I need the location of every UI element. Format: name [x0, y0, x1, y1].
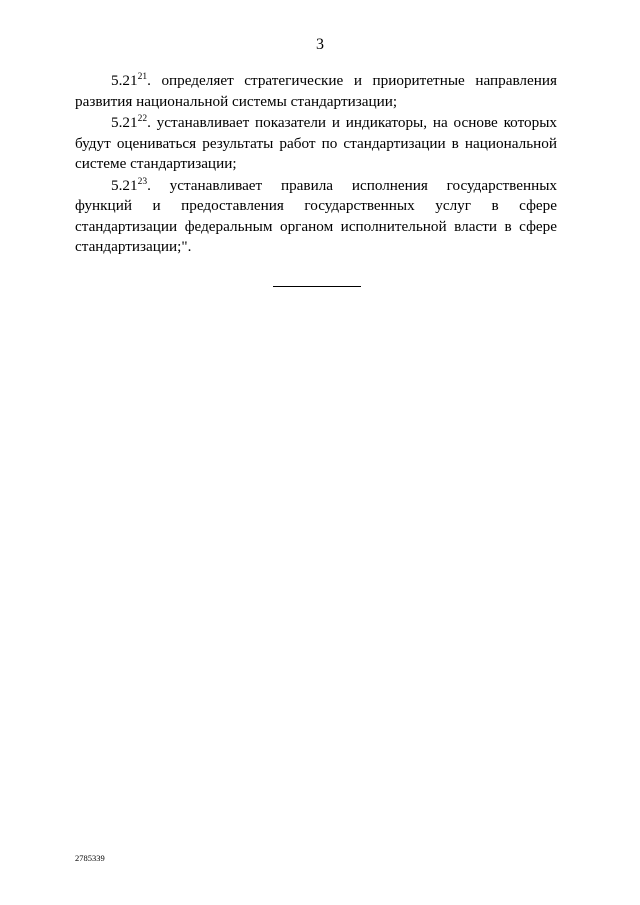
clause-superscript: 21	[137, 71, 148, 82]
paragraph-5-21-23	[75, 176, 557, 258]
page-number: 3	[316, 36, 324, 53]
clause-number: 5.21	[111, 72, 138, 89]
clause-text: . устанавливает показатели и индикаторы, на основе которых будут оцениваться результаты работ по стандартизации в национальной системе стандартизации;	[75, 114, 557, 172]
clause-number: 5.21	[111, 176, 138, 194]
end-separator-line	[273, 286, 361, 287]
clause-superscript: 22	[137, 113, 148, 124]
clause-superscript: 23	[137, 176, 148, 187]
document-body	[75, 71, 557, 259]
clause-number: 5.21	[111, 114, 138, 131]
paragraph-5-21-21	[75, 71, 557, 112]
clause-text: . устанавливает правила исполнения государственных функций и предоставления государственных услуг в сфере стандартизации федеральным органом исполнительной власти в сфере стандартизации;".	[75, 176, 557, 255]
paragraph-5-21-22	[75, 113, 557, 175]
document-code: 2785339	[75, 853, 105, 863]
clause-text: . определяет стратегические и приоритетные направления развития национальной системы стандартизации;	[75, 72, 557, 110]
